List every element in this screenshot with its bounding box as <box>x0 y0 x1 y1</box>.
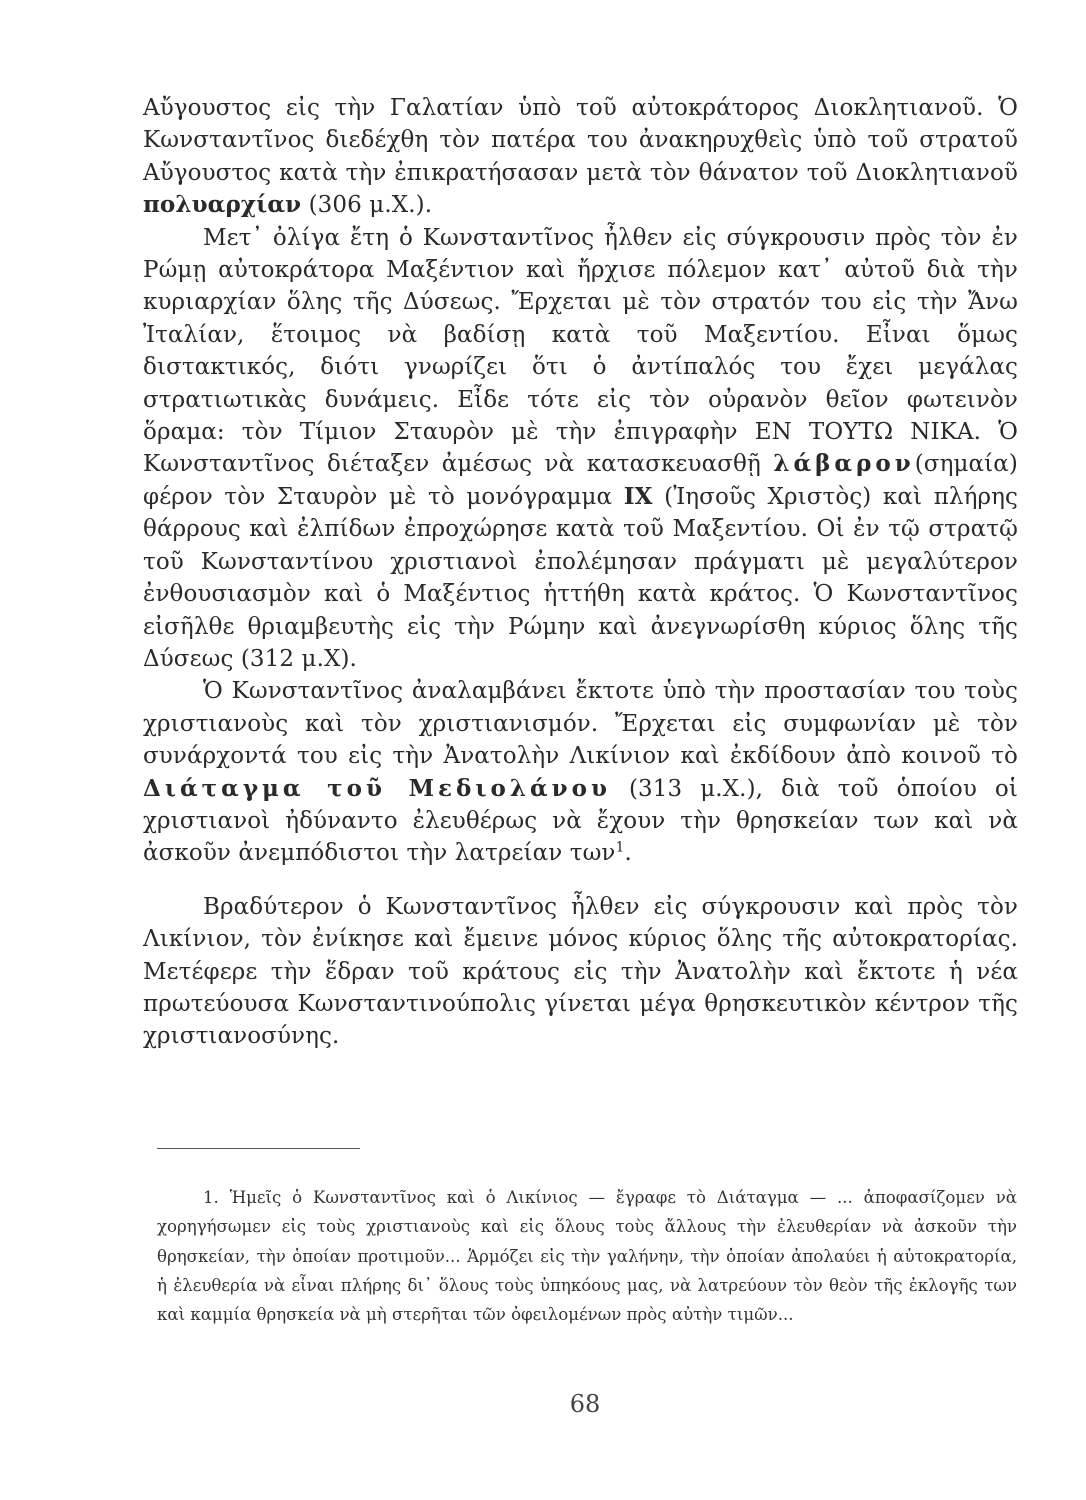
paragraph-intro <box>143 92 1018 222</box>
labarum-term: λάβαρον <box>773 450 915 478</box>
p2-text-b: (σημαία) φέρον τὸν Σταυρὸν μὲ τὸ μονόγραμμα <box>143 451 1018 510</box>
main-text <box>143 92 1018 1053</box>
edict-term: Διάταγμα τοῦ Μεδιολάνου <box>143 774 611 802</box>
page-number: 68 <box>569 1390 601 1418</box>
footnote-reference: 1 <box>615 839 625 856</box>
p3-end: . <box>624 840 632 867</box>
paragraph-constantine-maxentius <box>143 222 1018 676</box>
paragraph-edict <box>143 675 1018 869</box>
footnote-divider <box>157 1148 360 1149</box>
intro-bold-term: πολυαρχίαν <box>143 191 302 219</box>
intro-text: Αὔγουστος εἰς τὴν Γαλατίαν ὑπὸ τοῦ αὐτοκράτορος Διοκλητιανοῦ. Ὁ Κωνσταντῖνος διεδέχθη τὸν πατέρα του ἀνακηρυχθεὶς ὑπὸ τοῦ στρατοῦ Αὔγουστος κατὰ τὴν ἐπικρατήσασαν μετὰ τὸν θάνατον τοῦ Διοκλητιανοῦ <box>143 95 1018 186</box>
p4-text: Βραδύτερον ὁ Κωνσταντῖνος ἦλθεν εἰς σύγκρουσιν καὶ πρὸς τὸν Λικίνιον, τὸν ἐνίκησε καὶ ἔμεινε μόνος κύριος ὅλης τῆς αὐτοκρατορίας. Μετέφερε τὴν ἕδραν τοῦ κράτους εἰς τὴν Ἀνατολὴν καὶ ἔκτοτε ἡ νέα πρωτεύουσα Κωνσταντινούπολις γίνεται μέγα θρησκευτικὸν κέντρον τῆς χριστιανοσύνης. <box>143 893 1018 1050</box>
monogram-term: ΙΧ <box>623 482 653 510</box>
footnote <box>157 1183 1017 1329</box>
footnote-marker: 1. <box>203 1188 219 1207</box>
p2-text-a: Μετ᾽ ὀλίγα ἔτη ὁ Κωνσταντῖνος ἦλθεν εἰς σύγκρουσιν πρὸς τὸν ἐν Ρώμῃ αὐτοκράτορα Μαξέντιον καὶ ἤρχισε πόλεμον κατ᾽ αὐτοῦ διὰ τὴν κυριαρχίαν ὅλης τῆς Δύσεως. Ἔρχεται μὲ τὸν στρατόν του εἰς τὴν Ἄνω Ἰταλίαν, ἕτοιμος νὰ βαδίσῃ κατὰ τοῦ Μαξεντίου. Εἶναι ὅμως διστακτικός, διότι γνωρίζει ὅτι ὁ ἀντίπαλός του ἔχει μεγάλας στρατιωτικὰς δυνάμεις. Εἶδε τότε εἰς τὸν οὐρανὸν θεῖον φωτεινὸν ὅραμα: τὸν Τίμιον Σταυρὸν μὲ τὴν ἐπιγραφὴν ΕΝ ΤΟΥΤΩ ΝΙΚΑ. Ὁ Κωνσταντῖνος διέταξεν ἀμέσως νὰ κατασκευασθῇ <box>143 224 1018 478</box>
paragraph-licinius <box>143 891 1018 1053</box>
p3-text-a: Ὁ Κωνσταντῖνος ἀναλαμβάνει ἔκτοτε ὑπὸ τὴν προστασίαν του τοὺς χριστιανοὺς καὶ τὸν χριστιανισμόν. Ἔρχεται εἰς συμφωνίαν μὲ τὸν συνάρχοντά του εἰς τὴν Ἀνατολὴν Λικίνιον καὶ ἐκδίδουν ἀπὸ κοινοῦ τὸ <box>143 678 1018 770</box>
intro-date: (306 μ.Χ.). <box>308 192 433 219</box>
p2-text-c: (Ἰησοῦς Χριστὸς) καὶ πλήρης θάρρους καὶ ἐλπίδων ἐπροχώρησε κατὰ τοῦ Μαξεντίου. Οἱ ἐν τῷ στρατῷ τοῦ Κωνσταντίνου χριστιανοὶ ἐπολέμησαν πράγματι μὲ μεγαλύτερον ἐνθουσιασμὸν καὶ ὁ Μαξέντιος ἡττήθη κατὰ κράτος. Ὁ Κωνσταντῖνος εἰσῆλθε θριαμβευτὴς εἰς τὴν Ρώμην καὶ ἀνεγνωρίσθη κύριος ὅλης τῆς Δύσεως (312 μ.Χ). <box>143 483 1018 672</box>
p3-text-b: (313 μ.Χ.), διὰ τοῦ ὁποίου οἱ χριστιανοὶ ἠδύναντο ἐλευθέρως νὰ ἔχουν τὴν θρησκείαν των καὶ νὰ ἀσκοῦν ἀνεμπόδιστοι τὴν λατρείαν των <box>143 775 1018 867</box>
footnote-text: Ἡμεῖς ὁ Κωνσταντῖνος καὶ ὁ Λικίνιος — ἔγραφε τὸ Διάταγμα — ... ἀποφασίζομεν νὰ χορηγήσωμεν εἰς τοὺς χριστιανοὺς καὶ εἰς ὅλους τοὺς ἄλλους τὴν ἐλευθερίαν νὰ ἀσκοῦν τὴν θρησκείαν, τὴν ὁποίαν προτιμοῦν... Ἁρμόζει εἰς τὴν γαλήνην, τὴν ὁποίαν ἀπολαύει ἡ αὐτοκρατορία, ἡ ἐλευθερία νὰ εἶναι πλήρης δι᾽ ὅλους τοὺς ὑπηκόους μας, νὰ λατρεύουν τὸν θεὸν τῆς ἐκλογῆς των καὶ καμμία θρησκεία νὰ μὴ στερῆται τῶν ὀφειλομένων πρὸς αὐτὴν τιμῶν... <box>157 1188 1017 1325</box>
